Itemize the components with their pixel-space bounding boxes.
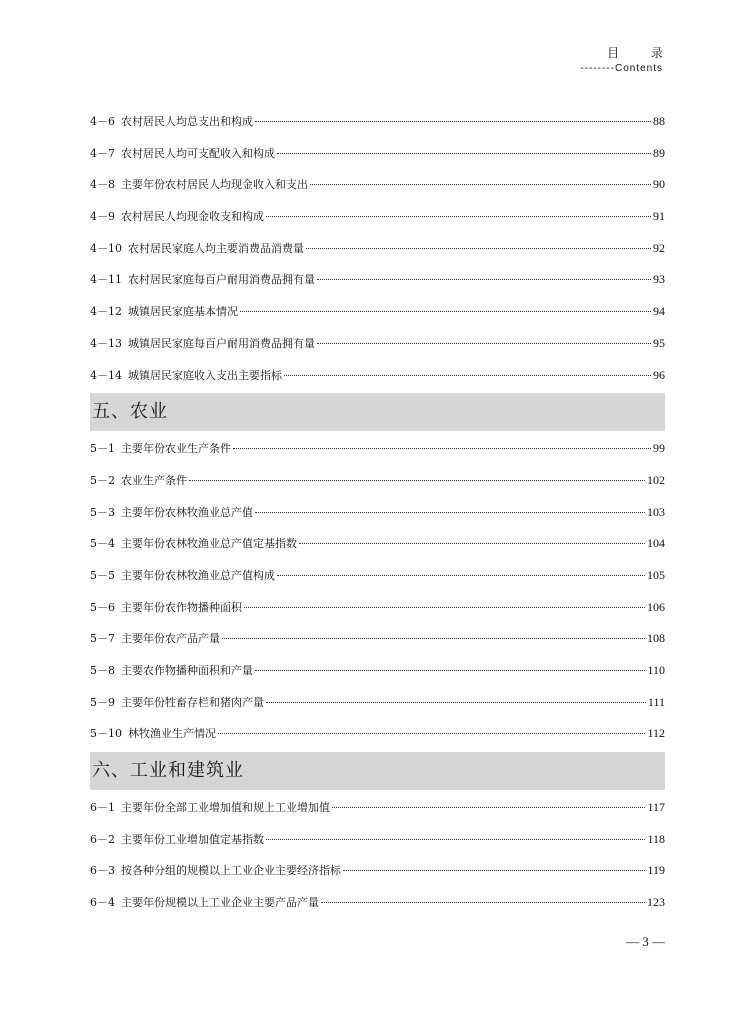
toc-entry[interactable] [90, 296, 665, 328]
toc-entry-page: 92 [653, 240, 665, 255]
toc-entry[interactable] [90, 718, 665, 750]
toc-entry-page: 88 [653, 114, 665, 128]
toc-entry-title: 农村居民家庭人均主要消费品消费量 [128, 241, 304, 255]
toc-entry-title: 农村居民家庭每百户耐用消费品拥有量 [128, 273, 315, 287]
dot-leader [321, 902, 645, 903]
dot-leader [277, 575, 645, 576]
toc-entry-number: 6－4 [90, 896, 115, 910]
toc-entry[interactable] [90, 792, 665, 824]
dot-leader [343, 870, 645, 871]
toc-entry-page: 90 [653, 177, 665, 192]
toc-entry[interactable] [90, 169, 665, 201]
toc-entry[interactable] [90, 560, 665, 592]
toc-entry-page: 103 [647, 504, 665, 519]
toc-entry-number: 4－12 [90, 305, 122, 319]
dot-leader [255, 512, 645, 513]
toc-entry-title: 农村居民人均可支配收入和构成 [121, 146, 275, 160]
toc-entry-number: 5－3 [90, 505, 115, 519]
toc-entry-page: 89 [653, 145, 665, 160]
toc-entry-number: 5－6 [90, 600, 115, 614]
toc-entry-title: 主要年份农作物播种面积 [121, 600, 242, 614]
toc-entry-title: 主要农作物播种面积和产量 [121, 664, 253, 677]
toc-entry-number: 4－13 [90, 336, 122, 350]
toc-entry-title: 城镇居民家庭基本情况 [128, 305, 238, 319]
toc-entry-page: 95 [653, 335, 665, 350]
toc-entry[interactable] [90, 592, 665, 624]
toc-entry-page: 118 [647, 831, 665, 846]
toc-entry-number: 4－14 [90, 368, 122, 382]
toc-entry[interactable] [90, 497, 665, 529]
toc-entry-number: 4－7 [90, 146, 115, 160]
dot-leader [277, 153, 651, 154]
dot-leader [306, 248, 651, 249]
toc-entry-title: 农业生产条件 [121, 473, 187, 487]
toc-entry[interactable] [90, 855, 665, 887]
toc-entry[interactable] [90, 887, 665, 919]
dot-leader [255, 670, 645, 671]
toc-entry-page: 119 [647, 863, 665, 878]
toc-entry[interactable] [90, 528, 665, 560]
toc-entry-number: 4－9 [90, 210, 115, 224]
toc-entry[interactable] [90, 465, 665, 497]
dot-leader [266, 702, 646, 703]
header-subtitle: --------Contents [580, 63, 663, 74]
toc-entry-page: 91 [653, 209, 665, 224]
toc-entry-title: 城镇居民家庭每百户耐用消费品拥有量 [128, 336, 315, 350]
toc-entry[interactable] [90, 687, 665, 719]
toc-entry-number: 4－8 [90, 178, 115, 192]
toc-entry-page: 117 [647, 800, 665, 815]
toc-entry-number: 6－3 [90, 864, 115, 878]
toc-entry-title: 农村居民人均现金收支和构成 [121, 210, 264, 224]
dot-leader [317, 279, 651, 280]
dot-leader [310, 184, 651, 185]
toc-entry-number: 6－2 [90, 832, 115, 846]
toc-entry-title: 主要年份农林牧渔业总产值定基指数 [121, 537, 297, 551]
toc-entry-page: 105 [647, 567, 665, 582]
toc-entry-number: 5－5 [90, 568, 115, 582]
toc-entry-title: 按各种分组的规模以上工业企业主要经济指标 [121, 864, 341, 878]
dot-leader [240, 311, 651, 312]
toc-entry-title: 主要年份农村居民人均现金收入和支出 [121, 178, 308, 192]
toc-entry-page: 99 [653, 441, 665, 456]
toc-entry-title: 农村居民人均总支出和构成 [121, 115, 253, 128]
page-header [580, 46, 677, 75]
dot-leader [189, 480, 645, 481]
toc-entry-page: 94 [653, 304, 665, 319]
toc-entry-number: 5－8 [90, 664, 115, 677]
toc-entry-number: 5－4 [90, 537, 115, 551]
dot-leader [255, 121, 651, 122]
toc-entry-title: 主要年份工业增加值定基指数 [121, 832, 264, 846]
toc-entry-title: 主要年份农业生产条件 [121, 442, 231, 456]
toc-entry-number: 6－1 [90, 801, 115, 815]
toc-entry-number: 5－1 [90, 442, 115, 456]
toc-entry[interactable] [90, 623, 665, 655]
header-title: 目 录 [607, 46, 677, 60]
toc-entry-title: 林牧渔业生产情况 [128, 727, 216, 741]
toc-entry-number: 4－10 [90, 241, 122, 255]
dot-leader [244, 607, 645, 608]
section-heading: 五、农业 [90, 393, 665, 431]
dot-leader [317, 343, 651, 344]
toc-entry-title: 主要年份农林牧渔业总产值 [121, 505, 253, 519]
toc-entry-number: 5－10 [90, 727, 122, 741]
toc-entry[interactable] [90, 106, 665, 138]
dot-leader [266, 216, 651, 217]
dot-leader [284, 375, 651, 376]
toc-entry-title: 主要年份规模以上工业企业主要产品产量 [121, 896, 319, 910]
dot-leader [218, 733, 645, 734]
table-of-contents [90, 106, 665, 919]
toc-entry[interactable] [90, 138, 665, 170]
toc-entry-number: 4－11 [90, 273, 122, 287]
toc-entry-page: 123 [647, 895, 665, 910]
toc-entry-title: 主要年份全部工业增加值和规上工业增加值 [121, 801, 330, 815]
toc-entry-title: 主要年份农产品产量 [121, 632, 220, 646]
toc-entry-title: 主要年份农林牧渔业总产值构成 [121, 568, 275, 582]
toc-entry-number: 5－2 [90, 473, 115, 487]
toc-entry-number: 5－9 [90, 695, 115, 709]
toc-entry-page: 93 [653, 272, 665, 287]
dot-leader [222, 638, 645, 639]
toc-entry[interactable] [90, 360, 665, 392]
toc-entry[interactable] [90, 433, 665, 465]
toc-entry[interactable] [90, 264, 665, 296]
dot-leader [266, 839, 645, 840]
toc-entry-page: 104 [647, 536, 665, 551]
toc-entry-page: 96 [653, 367, 665, 382]
toc-entry-title: 主要年份牲畜存栏和猪肉产量 [121, 695, 264, 709]
section-heading: 六、工业和建筑业 [90, 752, 665, 790]
toc-entry-title: 城镇居民家庭收入支出主要指标 [128, 368, 282, 382]
toc-entry-page: 108 [647, 631, 665, 646]
toc-entry[interactable] [90, 655, 665, 687]
toc-entry-page: 111 [647, 694, 665, 709]
dot-leader [299, 543, 645, 544]
toc-entry-page: 102 [647, 472, 665, 487]
toc-entry-page: 110 [647, 663, 665, 677]
toc-entry-page: 112 [647, 726, 665, 741]
toc-entry-number: 4－6 [90, 115, 115, 128]
toc-entry[interactable] [90, 824, 665, 856]
toc-entry-page: 106 [647, 599, 665, 614]
toc-entry[interactable] [90, 233, 665, 265]
dot-leader [332, 807, 645, 808]
dot-leader [233, 448, 651, 449]
toc-entry-number: 5－7 [90, 632, 115, 646]
toc-entry[interactable] [90, 201, 665, 233]
page-number: — 3 — [626, 934, 665, 949]
toc-entry[interactable] [90, 328, 665, 360]
